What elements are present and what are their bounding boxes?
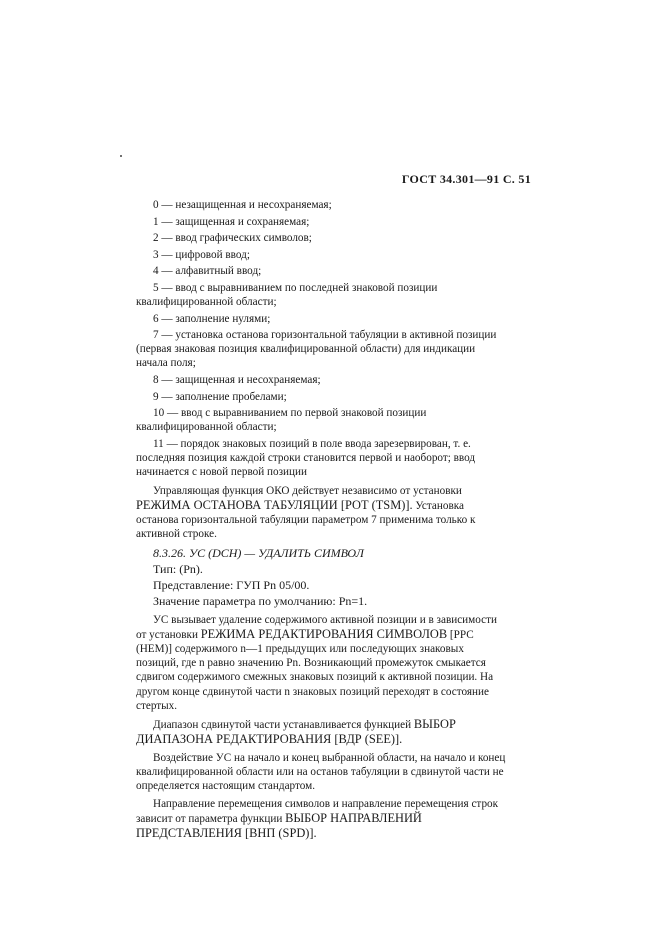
running-head: ГОСТ 34.301—91 С. 51: [401, 172, 531, 186]
p4-function-name: ВЫБОР НАПРАВЛЕНИЙ ПРЕДСТАВЛЕНИЯ [ВНП (SPD)].: [136, 811, 422, 841]
list-item: 4 — алфавитный ввод;: [153, 265, 262, 278]
list-item: 2 — ввод графических символов;: [153, 232, 312, 245]
oko-text-1: Управляющая функция ОКО действует независимо от установки: [153, 484, 462, 497]
list-item: 7 — установка останова горизонтальной табуляции в активной позиции (первая знаковая позиция квалифицированной области) для индикации начала поля;: [136, 329, 497, 370]
p4-text-a: Направление перемещения символов и направление перемещения строк зависит от параметра функции: [136, 798, 499, 826]
paragraph-dch-effect: [136, 613, 506, 713]
list-item: 0 — незащищенная и несохраняемая;: [153, 199, 332, 211]
oko-mode-name: РЕЖИМА ОСТАНОВА ТАБУЛЯЦИИ [РОТ (TSM)].: [136, 497, 413, 512]
list-item: 8 — защищенная и несохраняемая;: [153, 374, 321, 387]
list-item: 9 — заполнение пробелами;: [153, 390, 287, 403]
list-item: 3 — цифровой ввод;: [153, 248, 250, 261]
section-default: Значение параметра по умолчанию: Pn=1.: [153, 594, 368, 609]
list-item: 6 — заполнение нулями;: [153, 312, 271, 325]
section-type: Тип: (Pn).: [153, 562, 203, 577]
oko-paragraph: [136, 484, 506, 541]
paragraph-direction: [136, 797, 506, 841]
page-body: [136, 198, 506, 841]
p2-function-name: ВЫБОР ДИАПАЗОНА РЕДАКТИРОВАНИЯ [ВДР (SEE)].: [136, 716, 456, 746]
p1-text-c: [РРС (HEM)] содержимого n—1 предыдущих или последующих знаковых позиций, где n равно значению Pn. Возникающий промежуток смыкается сдвигом содержимого смежных знаковых позиций к активной позиции. На другом конце сдвинутой части n знаковых позиций переходят в состояние стертых.: [136, 629, 494, 712]
list-item: 10 — ввод с выравниванием по первой знаковой позиции квалифицированной области;: [136, 407, 427, 434]
p1-mode-name: РЕЖИМА РЕДАКТИРОВАНИЯ СИМВОЛОВ: [200, 627, 448, 642]
paragraph-boundaries: Воздействие УС на начало и конец выбранной области, на начало и конец квалифицированной области или на останов табуляции в сдвинутой части не определяется настоящим стандартом.: [136, 751, 506, 793]
scan-speck: [120, 155, 122, 157]
p2-text-a: Диапазон сдвинутой части устанавливается функцией: [153, 718, 414, 731]
list-item: 1 — защищенная и сохраняемая;: [153, 215, 310, 228]
p1-text-a: УС вызывает удаление содержимого активной позиции и в зависимости от установки: [136, 614, 497, 642]
list-item: 5 — ввод с выравниванием по последней знаковой позиции квалифицированной области;: [136, 281, 438, 309]
paragraph-range: [136, 717, 506, 747]
list-item: 11 — порядок знаковых позиций в поле ввода зарезервирован, т. е. последняя позиция каждой строки становится первой и наоборот; ввод начинается с новой первой позиции: [136, 437, 476, 479]
section-title: 8.3.26. УС (DCH) — УДАЛИТЬ СИМВОЛ: [153, 546, 364, 561]
oko-text-3: Установка останова горизонтальной табуляции параметром 7 применима только к активной строке.: [136, 499, 476, 540]
section-representation: Представление: ГУП Pn 05/00.: [153, 578, 310, 593]
